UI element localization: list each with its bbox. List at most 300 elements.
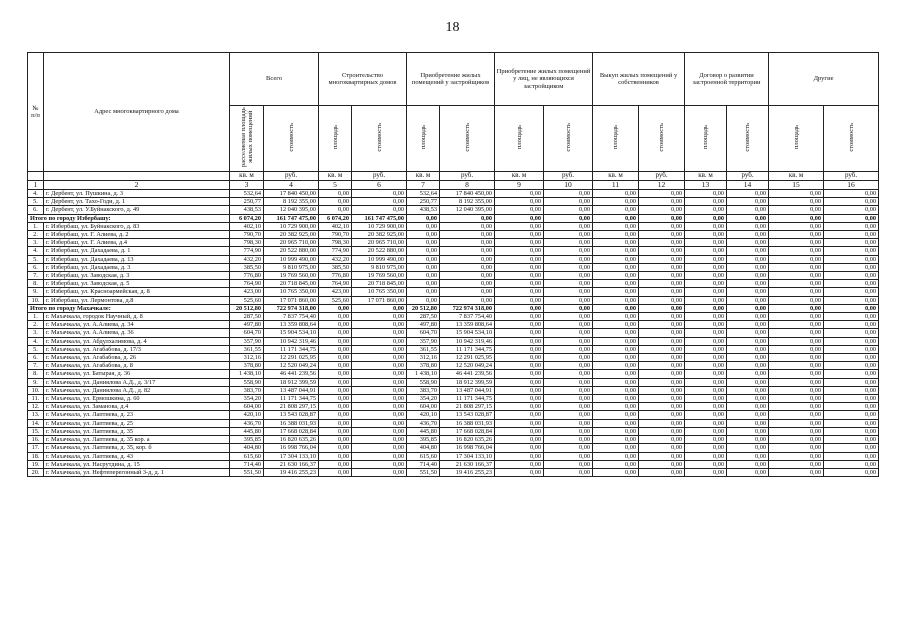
header-sub-cost: стоимость [264, 106, 319, 172]
cell-area: 615,60 [407, 452, 440, 460]
cell-area: 774,90 [230, 247, 264, 255]
cell-area: 438,53 [407, 206, 440, 214]
row-number: 2. [28, 231, 44, 239]
cell-area: 0,00 [769, 444, 824, 452]
cell-area: 0,00 [495, 313, 544, 321]
cell-cost: 19 416 255,23 [264, 468, 319, 476]
cell-area: 0,00 [319, 206, 352, 214]
cell-area: 0,00 [769, 395, 824, 403]
cell-cost: 11 171 344,75 [264, 345, 319, 353]
table-row [28, 337, 879, 345]
cell-cost: 0,00 [824, 452, 879, 460]
cell-area: 604,00 [230, 403, 264, 411]
col-number: 11 [593, 181, 639, 190]
unit-area: кв. м [769, 172, 824, 181]
cell-area: 395,85 [407, 436, 440, 444]
cell-area: 0,00 [769, 468, 824, 476]
cell-cost: 0,00 [544, 378, 593, 386]
row-address: г. Избербаш, ул. Дахадаева, д. 1 [44, 247, 230, 255]
table-row [28, 222, 879, 230]
cell-cost: 0,00 [639, 247, 685, 255]
cell-cost: 0,00 [824, 321, 879, 329]
cell-area: 0,00 [685, 296, 727, 304]
cell-cost: 0,00 [544, 370, 593, 378]
col-number: 6 [352, 181, 407, 190]
cell-area: 354,20 [230, 395, 264, 403]
cell-cost: 0,00 [727, 214, 769, 222]
cell-area: 0,00 [407, 288, 440, 296]
cell-cost: 0,00 [639, 321, 685, 329]
cell-area: 0,00 [769, 231, 824, 239]
cell-cost: 7 837 754,40 [440, 313, 495, 321]
row-number: 11. [28, 395, 44, 403]
cell-cost: 0,00 [727, 263, 769, 271]
cell-cost: 0,00 [544, 427, 593, 435]
table-row [28, 403, 879, 411]
row-number: 3. [28, 239, 44, 247]
cell-cost: 0,00 [544, 444, 593, 452]
cell-area: 0,00 [685, 222, 727, 230]
cell-area: 0,00 [407, 214, 440, 222]
cell-area: 0,00 [769, 214, 824, 222]
cell-cost: 0,00 [544, 354, 593, 362]
cell-cost: 0,00 [639, 403, 685, 411]
unit-rub: руб. [440, 172, 495, 181]
row-number: 6. [28, 263, 44, 271]
cell-area: 0,00 [593, 214, 639, 222]
unit-rub: руб. [544, 172, 593, 181]
cell-area: 287,50 [230, 313, 264, 321]
cell-area: 0,00 [495, 280, 544, 288]
cell-area: 0,00 [769, 345, 824, 353]
row-address: г. Избербаш, ул. Заводская, д. 5 [44, 280, 230, 288]
cell-cost: 0,00 [824, 370, 879, 378]
cell-area: 383,70 [230, 386, 264, 394]
cell-area: 445,80 [407, 427, 440, 435]
cell-area: 0,00 [495, 304, 544, 312]
cell-area: 0,00 [593, 247, 639, 255]
cell-area: 395,85 [230, 436, 264, 444]
cell-area: 0,00 [319, 427, 352, 435]
row-number: 6. [28, 206, 44, 214]
table-row [28, 452, 879, 460]
col-number: 2 [44, 181, 230, 190]
cell-cost: 0,00 [824, 247, 879, 255]
cell-area: 0,00 [769, 411, 824, 419]
col-number: 9 [495, 181, 544, 190]
cell-cost: 0,00 [639, 231, 685, 239]
row-address: г. Избербаш, ул. Красноармейская, д. 8 [44, 288, 230, 296]
cell-area: 0,00 [593, 222, 639, 230]
cell-cost: 0,00 [824, 427, 879, 435]
cell-cost: 17 668 028,84 [264, 427, 319, 435]
cell-cost: 12 520 049,24 [440, 362, 495, 370]
unit-rub: руб. [824, 172, 879, 181]
row-address: г. Махачкала, ул. Заманова, д.4 [44, 403, 230, 411]
row-address: г. Избербаш, ул. Г. Алиева, д. 2 [44, 231, 230, 239]
cell-area: 0,00 [495, 419, 544, 427]
cell-area: 0,00 [685, 329, 727, 337]
row-number: 19. [28, 460, 44, 468]
cell-area: 0,00 [593, 444, 639, 452]
cell-cost: 0,00 [639, 362, 685, 370]
cell-area: 0,00 [319, 345, 352, 353]
cell-area: 438,53 [230, 206, 264, 214]
row-number: 16. [28, 436, 44, 444]
cell-area: 0,00 [685, 362, 727, 370]
header-sub-area: площадь [593, 106, 639, 172]
row-address: г. Махачкала, ул. Агабабова, д. 26 [44, 354, 230, 362]
cell-cost: 0,00 [352, 329, 407, 337]
row-number: 5. [28, 255, 44, 263]
cell-area: 0,00 [769, 247, 824, 255]
cell-cost: 0,00 [639, 452, 685, 460]
cell-cost: 0,00 [639, 313, 685, 321]
table-row [28, 354, 879, 362]
cell-cost: 18 912 399,59 [440, 378, 495, 386]
cell-area: 0,00 [593, 419, 639, 427]
cell-cost: 13 359 808,64 [264, 321, 319, 329]
cell-cost: 0,00 [544, 272, 593, 280]
header-sub-cost: стоимость [352, 106, 407, 172]
cell-area: 0,00 [319, 362, 352, 370]
cell-cost: 0,00 [352, 198, 407, 206]
cell-cost: 0,00 [544, 198, 593, 206]
cell-area: 0,00 [769, 370, 824, 378]
cell-cost: 0,00 [544, 214, 593, 222]
row-number: 10. [28, 386, 44, 394]
cell-cost: 0,00 [727, 362, 769, 370]
cell-area: 0,00 [593, 411, 639, 419]
row-number: 1. [28, 313, 44, 321]
row-number: 2. [28, 321, 44, 329]
cell-area: 0,00 [593, 354, 639, 362]
cell-cost: 0,00 [352, 337, 407, 345]
cell-cost: 0,00 [639, 419, 685, 427]
cell-cost: 0,00 [727, 231, 769, 239]
row-address: г. Избербаш, ул. Лермонтова, д.8 [44, 296, 230, 304]
cell-area: 0,00 [685, 239, 727, 247]
cell-cost: 0,00 [544, 468, 593, 476]
header-sub-cost: стоимость [639, 106, 685, 172]
cell-cost: 0,00 [727, 247, 769, 255]
cell-cost: 0,00 [440, 231, 495, 239]
cell-cost: 18 912 399,59 [264, 378, 319, 386]
cell-cost: 0,00 [544, 345, 593, 353]
cell-area: 0,00 [685, 378, 727, 386]
cell-area: 0,00 [319, 452, 352, 460]
unit-empty [44, 172, 230, 181]
table-row [28, 436, 879, 444]
cell-cost: 0,00 [727, 296, 769, 304]
cell-area: 0,00 [495, 288, 544, 296]
col-number: 12 [639, 181, 685, 190]
cell-area: 532,64 [407, 190, 440, 198]
header-sub-cost: стоимость [824, 106, 879, 172]
header-units-row [28, 172, 879, 181]
cell-cost: 0,00 [544, 419, 593, 427]
cell-cost: 10 942 319,46 [264, 337, 319, 345]
header-group-construction: Строительство многоквартирных домов [319, 53, 407, 106]
header-group-other: Другие [769, 53, 879, 106]
unit-area: кв. м [230, 172, 264, 181]
cell-cost: 0,00 [727, 222, 769, 230]
cell-area: 0,00 [769, 206, 824, 214]
header-group-non-developers: Приобретение жилых помещений у лиц, не являющихся застройщиком [495, 53, 593, 106]
col-number: 16 [824, 181, 879, 190]
cell-area: 0,00 [685, 190, 727, 198]
cell-cost: 0,00 [352, 378, 407, 386]
row-number: 4. [28, 190, 44, 198]
cell-cost: 161 747 475,00 [352, 214, 407, 222]
cell-cost: 0,00 [727, 198, 769, 206]
cell-area: 0,00 [495, 239, 544, 247]
cell-cost: 0,00 [352, 386, 407, 394]
cell-area: 0,00 [685, 198, 727, 206]
cell-area: 0,00 [319, 395, 352, 403]
header-num: № п/п [28, 53, 44, 172]
row-number: 8. [28, 280, 44, 288]
cell-cost: 0,00 [639, 444, 685, 452]
unit-area: кв. м [319, 172, 352, 181]
cell-cost: 0,00 [352, 419, 407, 427]
cell-area: 312,16 [407, 354, 440, 362]
cell-area: 0,00 [685, 231, 727, 239]
cell-cost: 17 840 450,00 [440, 190, 495, 198]
cell-area: 776,80 [319, 272, 352, 280]
cell-area: 0,00 [319, 190, 352, 198]
cell-cost: 21 808 297,15 [264, 403, 319, 411]
cell-area: 0,00 [685, 206, 727, 214]
cell-area: 0,00 [769, 362, 824, 370]
cell-cost: 0,00 [639, 395, 685, 403]
cell-cost: 17 668 028,84 [440, 427, 495, 435]
cell-cost: 0,00 [824, 255, 879, 263]
cell-area: 0,00 [407, 247, 440, 255]
cell-cost: 0,00 [824, 354, 879, 362]
cell-cost: 0,00 [824, 378, 879, 386]
cell-area: 0,00 [685, 255, 727, 263]
header-group-row [28, 53, 879, 106]
cell-cost: 7 837 754,40 [264, 313, 319, 321]
cell-area: 0,00 [319, 337, 352, 345]
table-row [28, 468, 879, 476]
row-address: г. Дербент, ул. Пушкина, д. 3 [44, 190, 230, 198]
cell-area: 532,64 [230, 190, 264, 198]
table-row [28, 362, 879, 370]
cell-area: 0,00 [593, 190, 639, 198]
resettlement-table-wrapper [27, 52, 878, 477]
cell-area: 0,00 [593, 321, 639, 329]
cell-cost: 0,00 [544, 231, 593, 239]
cell-cost: 0,00 [824, 460, 879, 468]
cell-area: 0,00 [319, 304, 352, 312]
cell-cost: 0,00 [639, 468, 685, 476]
row-address: г. Махачкала, ул. Лаптиева, д. 35 [44, 427, 230, 435]
table-row [28, 427, 879, 435]
cell-area: 0,00 [685, 468, 727, 476]
cell-cost: 0,00 [639, 345, 685, 353]
cell-cost: 0,00 [352, 411, 407, 419]
cell-area: 0,00 [593, 370, 639, 378]
cell-cost: 0,00 [727, 280, 769, 288]
cell-cost: 0,00 [544, 255, 593, 263]
cell-area: 0,00 [593, 272, 639, 280]
cell-cost: 13 487 044,91 [264, 386, 319, 394]
cell-cost: 20 382 925,00 [264, 231, 319, 239]
cell-area: 0,00 [685, 280, 727, 288]
cell-cost: 0,00 [639, 329, 685, 337]
unit-rub: руб. [264, 172, 319, 181]
header-group-developers: Приобретение жилых помещений у застройщиков [407, 53, 495, 106]
cell-area: 0,00 [495, 354, 544, 362]
cell-area: 0,00 [319, 403, 352, 411]
cell-cost: 0,00 [544, 436, 593, 444]
cell-area: 0,00 [319, 468, 352, 476]
cell-area: 0,00 [769, 198, 824, 206]
resettlement-table [27, 52, 879, 477]
cell-cost: 722 974 318,00 [264, 304, 319, 312]
row-number: 17. [28, 444, 44, 452]
cell-cost: 0,00 [544, 386, 593, 394]
row-address: г. Махачкала, городок Научный, д. 8 [44, 313, 230, 321]
row-address: г. Махачкала, ул. А.Алиева, д. 34 [44, 321, 230, 329]
cell-cost: 20 522 880,00 [264, 247, 319, 255]
cell-area: 378,80 [230, 362, 264, 370]
cell-area: 0,00 [685, 444, 727, 452]
cell-cost: 10 999 490,00 [352, 255, 407, 263]
cell-cost: 13 487 044,91 [440, 386, 495, 394]
cell-area: 0,00 [319, 198, 352, 206]
cell-area: 0,00 [685, 247, 727, 255]
cell-area: 0,00 [685, 395, 727, 403]
cell-cost: 0,00 [824, 362, 879, 370]
col-number: 8 [440, 181, 495, 190]
cell-area: 0,00 [685, 452, 727, 460]
cell-area: 0,00 [769, 403, 824, 411]
cell-area: 357,90 [407, 337, 440, 345]
total-label: Итого по городу Избербашу: [28, 214, 230, 222]
cell-area: 0,00 [495, 321, 544, 329]
row-address: г. Махачкала, ул. А.Алиева, д. 36 [44, 329, 230, 337]
table-row [28, 329, 879, 337]
cell-cost: 0,00 [824, 468, 879, 476]
cell-area: 0,00 [495, 337, 544, 345]
row-number: 15. [28, 427, 44, 435]
cell-cost: 16 388 031,93 [264, 419, 319, 427]
cell-area: 0,00 [593, 395, 639, 403]
cell-area: 0,00 [769, 255, 824, 263]
cell-cost: 21 808 297,15 [440, 403, 495, 411]
cell-cost: 20 382 925,00 [352, 231, 407, 239]
cell-area: 0,00 [495, 222, 544, 230]
cell-cost: 0,00 [639, 460, 685, 468]
cell-cost: 0,00 [544, 239, 593, 247]
cell-area: 0,00 [495, 362, 544, 370]
cell-cost: 15 904 534,10 [440, 329, 495, 337]
cell-cost: 0,00 [544, 280, 593, 288]
page-number: 18 [445, 20, 460, 35]
cell-area: 0,00 [495, 206, 544, 214]
cell-cost: 0,00 [727, 452, 769, 460]
cell-area: 0,00 [407, 231, 440, 239]
cell-area: 0,00 [769, 427, 824, 435]
cell-cost: 16 998 766,04 [264, 444, 319, 452]
cell-cost: 17 304 133,10 [264, 452, 319, 460]
cell-cost: 0,00 [639, 304, 685, 312]
cell-cost: 0,00 [544, 460, 593, 468]
row-number: 4. [28, 337, 44, 345]
cell-cost: 0,00 [544, 313, 593, 321]
cell-area: 0,00 [319, 329, 352, 337]
table-row [28, 395, 879, 403]
header-sub-total-area: расселяемая площадь жилых помещений [230, 106, 264, 172]
cell-cost: 0,00 [824, 231, 879, 239]
row-number: 7. [28, 362, 44, 370]
cell-cost: 0,00 [824, 337, 879, 345]
cell-area: 420,10 [230, 411, 264, 419]
cell-area: 0,00 [495, 395, 544, 403]
cell-area: 0,00 [769, 304, 824, 312]
cell-area: 0,00 [495, 296, 544, 304]
cell-cost: 0,00 [824, 419, 879, 427]
header-group-development-agreement: Договор о развитии застроенной территории [685, 53, 769, 106]
cell-cost: 0,00 [440, 288, 495, 296]
cell-cost: 0,00 [824, 296, 879, 304]
cell-cost: 21 630 166,37 [264, 460, 319, 468]
table-row [28, 247, 879, 255]
cell-area: 0,00 [685, 427, 727, 435]
cell-cost: 0,00 [824, 272, 879, 280]
cell-area: 0,00 [685, 370, 727, 378]
row-address: г. Махачкала, ул. Ермошкина, д. 60 [44, 395, 230, 403]
cell-cost: 0,00 [639, 296, 685, 304]
row-number: 9. [28, 378, 44, 386]
cell-cost: 0,00 [440, 263, 495, 271]
table-row [28, 411, 879, 419]
cell-cost: 0,00 [824, 436, 879, 444]
cell-area: 6 074,20 [319, 214, 352, 222]
cell-cost: 0,00 [639, 280, 685, 288]
cell-area: 0,00 [769, 386, 824, 394]
cell-cost: 0,00 [639, 222, 685, 230]
cell-cost: 0,00 [352, 354, 407, 362]
cell-cost: 0,00 [639, 354, 685, 362]
cell-area: 0,00 [495, 411, 544, 419]
row-address: г. Махачкала, ул. Даниялова А.Д., д. 3/17 [44, 378, 230, 386]
cell-area: 1 438,10 [230, 370, 264, 378]
cell-area: 0,00 [319, 313, 352, 321]
cell-cost: 0,00 [639, 370, 685, 378]
unit-rub: руб. [727, 172, 769, 181]
cell-area: 0,00 [769, 337, 824, 345]
cell-area: 0,00 [593, 468, 639, 476]
cell-cost: 0,00 [352, 321, 407, 329]
cell-area: 0,00 [593, 288, 639, 296]
cell-cost: 8 192 355,00 [264, 198, 319, 206]
cell-area: 0,00 [407, 222, 440, 230]
cell-cost: 0,00 [639, 427, 685, 435]
table-row [28, 280, 879, 288]
cell-area: 615,60 [230, 452, 264, 460]
unit-empty [28, 172, 44, 181]
cell-cost: 17 304 133,10 [440, 452, 495, 460]
cell-area: 0,00 [769, 313, 824, 321]
row-number: 10. [28, 296, 44, 304]
cell-area: 0,00 [769, 354, 824, 362]
cell-cost: 0,00 [639, 436, 685, 444]
table-total-row [28, 304, 879, 312]
